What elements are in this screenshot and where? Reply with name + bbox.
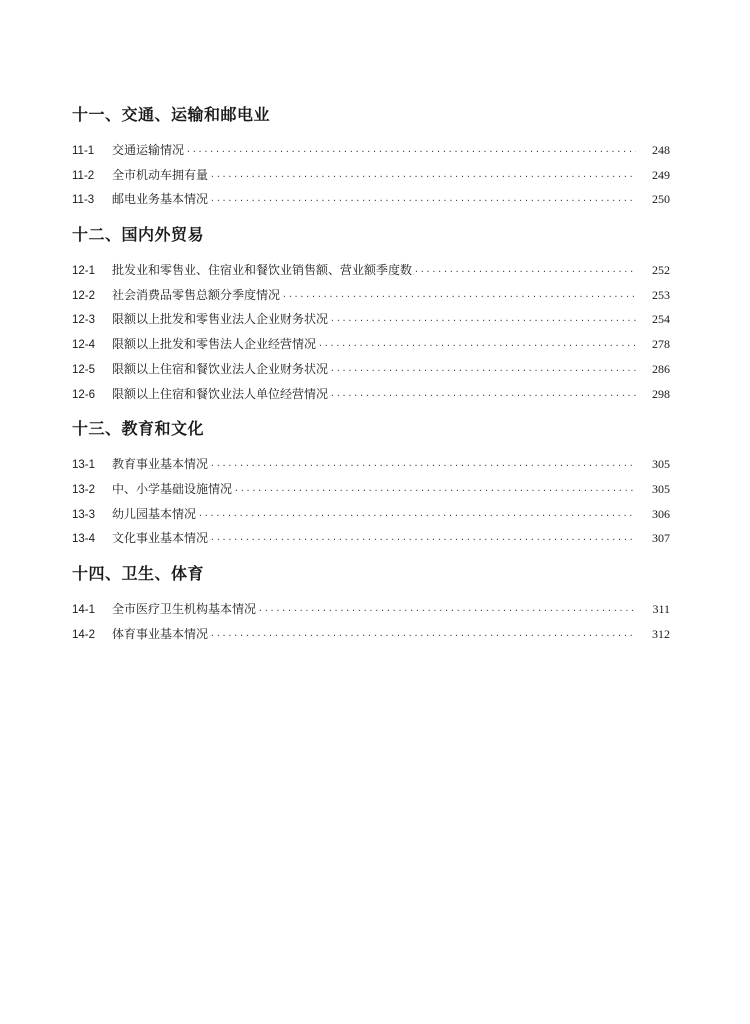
toc-section-12 — [72, 222, 670, 406]
toc-entry[interactable] — [72, 452, 670, 477]
toc-entry[interactable] — [72, 502, 670, 527]
entry-number: 12-6 — [72, 388, 96, 401]
dot-leader — [210, 528, 636, 553]
dot-leader — [414, 260, 636, 285]
toc-section-11 — [72, 102, 670, 212]
section-title: 十三、教育和文化 — [72, 419, 205, 439]
entry-page-number: 306 — [652, 506, 670, 521]
entry-title: 中、小学基础设施情况 — [112, 481, 233, 496]
entry-title: 文化事业基本情况 — [112, 531, 209, 546]
entry-number: 12-1 — [72, 265, 96, 278]
entry-number: 13-3 — [72, 508, 96, 521]
toc-entry[interactable] — [72, 357, 670, 382]
toc-entry[interactable] — [72, 163, 670, 188]
entry-page-number: 311 — [652, 601, 670, 616]
toc-entry[interactable] — [72, 332, 670, 357]
entry-page-number: 305 — [652, 481, 670, 496]
entry-number: 12-5 — [72, 363, 96, 376]
toc-entry[interactable] — [72, 258, 670, 283]
entry-page-number: 278 — [652, 337, 670, 352]
entry-title: 限额以上住宿和餐饮业法人单位经营情况 — [112, 386, 329, 401]
toc-section-13 — [72, 416, 670, 551]
dot-leader — [210, 454, 636, 479]
entry-title: 体育事业基本情况 — [112, 626, 209, 641]
toc-entry[interactable] — [72, 307, 670, 332]
entry-number: 11-2 — [72, 169, 95, 182]
entry-page-number: 305 — [652, 457, 670, 472]
toc-entry[interactable] — [72, 138, 670, 163]
dot-leader — [330, 309, 636, 334]
section-title: 十一、交通、运输和邮电业 — [72, 105, 271, 124]
toc-entry[interactable] — [72, 477, 670, 502]
dot-leader — [318, 334, 636, 359]
entry-number: 12-4 — [72, 339, 96, 352]
toc-entry[interactable] — [72, 187, 670, 212]
entry-number: 11-1 — [72, 145, 95, 157]
entry-page-number: 250 — [652, 192, 670, 207]
toc-entry[interactable] — [72, 622, 670, 647]
entry-title: 交通运输情况 — [112, 143, 185, 157]
entry-title: 限额以上批发和零售业法人企业财务状况 — [112, 312, 329, 327]
toc-entry[interactable] — [72, 283, 670, 308]
dot-leader — [330, 384, 636, 409]
entry-title: 批发业和零售业、住宿业和餐饮业销售额、营业额季度数 — [112, 263, 413, 278]
table-of-contents — [72, 102, 670, 646]
entry-title: 全市机动车拥有量 — [112, 167, 209, 182]
section-title: 十二、国内外贸易 — [72, 225, 205, 245]
entry-title: 教育事业基本情况 — [112, 457, 209, 472]
dot-leader — [186, 140, 636, 165]
entry-title: 社会消费品零售总额分季度情况 — [112, 287, 281, 302]
entry-page-number: 249 — [652, 167, 670, 182]
entry-number: 14-1 — [72, 603, 96, 616]
dot-leader — [210, 189, 636, 214]
dot-leader — [198, 504, 636, 529]
entry-page-number: 312 — [652, 626, 670, 641]
entry-page-number: 298 — [652, 386, 670, 401]
entry-number: 13-1 — [72, 459, 96, 472]
entry-title: 全市医疗卫生机构基本情况 — [112, 601, 257, 616]
toc-section-14 — [72, 561, 670, 646]
dot-leader — [282, 285, 636, 310]
dot-leader — [234, 479, 636, 504]
entry-page-number: 253 — [652, 287, 670, 302]
entry-page-number: 248 — [652, 143, 670, 157]
entry-number: 13-4 — [72, 533, 96, 546]
dot-leader — [210, 624, 636, 649]
toc-entry[interactable] — [72, 526, 670, 551]
entry-title: 限额以上住宿和餐饮业法人企业财务状况 — [112, 361, 329, 376]
dot-leader — [258, 599, 636, 624]
entry-title: 限额以上批发和零售法人企业经营情况 — [112, 337, 317, 352]
entry-title: 幼儿园基本情况 — [112, 506, 197, 521]
dot-leader — [210, 165, 636, 190]
entry-page-number: 252 — [652, 263, 670, 278]
toc-entry[interactable] — [72, 382, 670, 407]
entry-number: 12-2 — [72, 289, 96, 302]
section-title: 十四、卫生、体育 — [72, 563, 205, 583]
toc-entry[interactable] — [72, 597, 670, 622]
dot-leader — [330, 359, 636, 384]
entry-number: 11-3 — [72, 194, 95, 207]
entry-number: 12-3 — [72, 314, 96, 327]
entry-number: 13-2 — [72, 483, 96, 496]
entry-title: 邮电业务基本情况 — [112, 192, 209, 207]
entry-page-number: 286 — [652, 361, 670, 376]
entry-page-number: 254 — [652, 312, 670, 327]
entry-number: 14-2 — [72, 628, 96, 641]
entry-page-number: 307 — [652, 531, 670, 546]
